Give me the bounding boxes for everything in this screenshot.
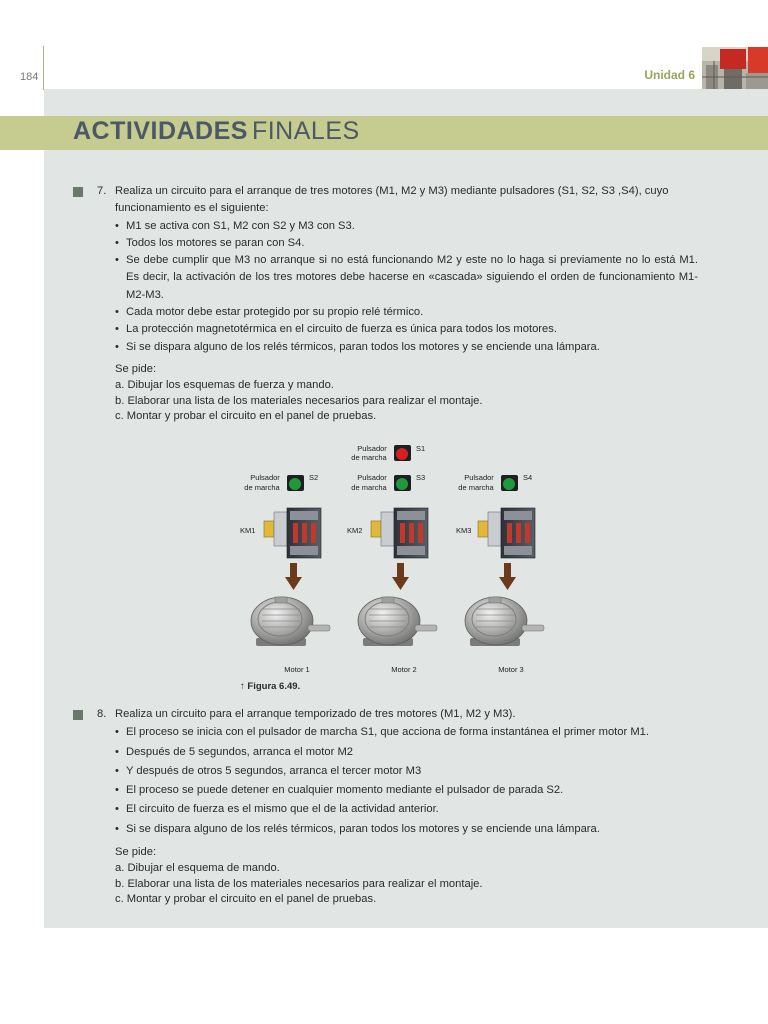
activity-number: 8.	[97, 708, 107, 720]
button-id: S4	[523, 473, 533, 482]
contactor-label: KM1	[240, 526, 256, 535]
activity-bullet-list	[115, 723, 698, 839]
ask-item: c. Montar y probar el circuito en el panel de pruebas.	[115, 893, 377, 906]
contactor-label: KM2	[347, 526, 363, 535]
header-divider	[43, 46, 44, 90]
list-item: • Y después de otros 5 segundos, arranca el tercer motor M3	[115, 762, 698, 781]
motor-label: Motor 1	[284, 665, 310, 674]
page-number: 184	[20, 71, 39, 83]
list-item: • M1 se activa con S1, M2 con S2 y M3 con S3.	[115, 218, 698, 235]
section-title-light: FINALES	[251, 117, 360, 145]
section-title	[73, 117, 360, 146]
s1-label-line2: de marcha	[351, 453, 387, 462]
button-id: S3	[416, 473, 426, 482]
motor-label: Motor 3	[498, 665, 524, 674]
activity-bullet-square	[73, 187, 83, 197]
button-label-line1: Pulsador	[357, 473, 387, 482]
s1-label-line1: Pulsador	[357, 444, 387, 453]
button-label-line1: Pulsador	[250, 473, 280, 482]
list-item: • La protección magnetotérmica en el circuito de fuerza es única para todos los motores.	[115, 321, 698, 338]
unit-label: Unidad 6	[644, 68, 695, 82]
button-id: S2	[309, 473, 319, 482]
ask-item: c. Montar y probar el circuito en el panel de pruebas.	[115, 410, 377, 423]
figure-caption	[240, 681, 300, 692]
motor-label: Motor 2	[391, 665, 417, 674]
activity-8	[73, 706, 698, 908]
button-label-line2: de marcha	[458, 483, 494, 492]
activity-number: 7.	[97, 185, 107, 197]
caption-text: Figura 6.49.	[247, 681, 301, 692]
list-item: • El circuito de fuerza es el mismo que el de la actividad anterior.	[115, 800, 698, 819]
activity-asks	[115, 845, 698, 908]
button-label-line1: Pulsador	[464, 473, 494, 482]
list-item: • Todos los motores se paran con S4.	[115, 235, 698, 252]
asks-intro: Se pide:	[115, 362, 157, 375]
list-item: • El proceso se inicia con el pulsador de marcha S1, que acciona de forma instantánea el primer motor M1.	[115, 723, 698, 742]
activity-bullet-square	[73, 710, 83, 720]
ask-item: a. Dibujar los esquemas de fuerza y mando.	[115, 378, 334, 391]
header-photo	[702, 47, 768, 89]
ask-item: a. Dibujar el esquema de mando.	[115, 861, 280, 874]
ask-item: b. Elaborar una lista de los materiales necesarios para realizar el montaje.	[115, 877, 483, 890]
activity-asks	[115, 362, 698, 425]
caption-arrow-icon: ↑	[240, 681, 245, 692]
list-item: • Se debe cumplir que M3 no arranque si no está funcionando M2 y este no lo haga si previamente no lo está M1. Es decir, la activación de los tres motores debe hacerse en «cascada» siguiendo el orden de funcionamiento M1-M2-M3.	[115, 252, 698, 304]
activity-bullet-list	[115, 218, 698, 356]
button-label-line2: de marcha	[244, 483, 280, 492]
asks-intro: Se pide:	[115, 846, 157, 859]
section-title-bold: ACTIVIDADES	[73, 117, 248, 145]
button-label-line2: de marcha	[351, 483, 387, 492]
contactor-label: KM3	[456, 526, 472, 535]
activity-intro: Realiza un circuito para el arranque de tres motores (M1, M2 y M3) mediante pulsadores (S1, S2, S3 ,S4), cuyo funcionamiento es el siguiente:	[115, 185, 669, 215]
activity-intro: Realiza un circuito para el arranque temporizado de tres motores (M1, M2 y M3).	[115, 708, 516, 720]
list-item: • Si se dispara alguno de los relés térmicos, paran todos los motores y se enciende una lámpara.	[115, 339, 698, 356]
list-item: • Si se dispara alguno de los relés térmicos, paran todos los motores y se enciende una lámpara.	[115, 820, 698, 839]
s1-id: S1	[416, 444, 426, 453]
list-item: • Cada motor debe estar protegido por su propio relé térmico.	[115, 304, 698, 321]
activity-7	[73, 183, 698, 425]
list-item: • El proceso se puede detener en cualquier momento mediante el pulsador de parada S2.	[115, 781, 698, 800]
list-item: • Después de 5 segundos, arranca el motor M2	[115, 743, 698, 762]
ask-item: b. Elaborar una lista de los materiales necesarios para realizar el montaje.	[115, 394, 483, 407]
